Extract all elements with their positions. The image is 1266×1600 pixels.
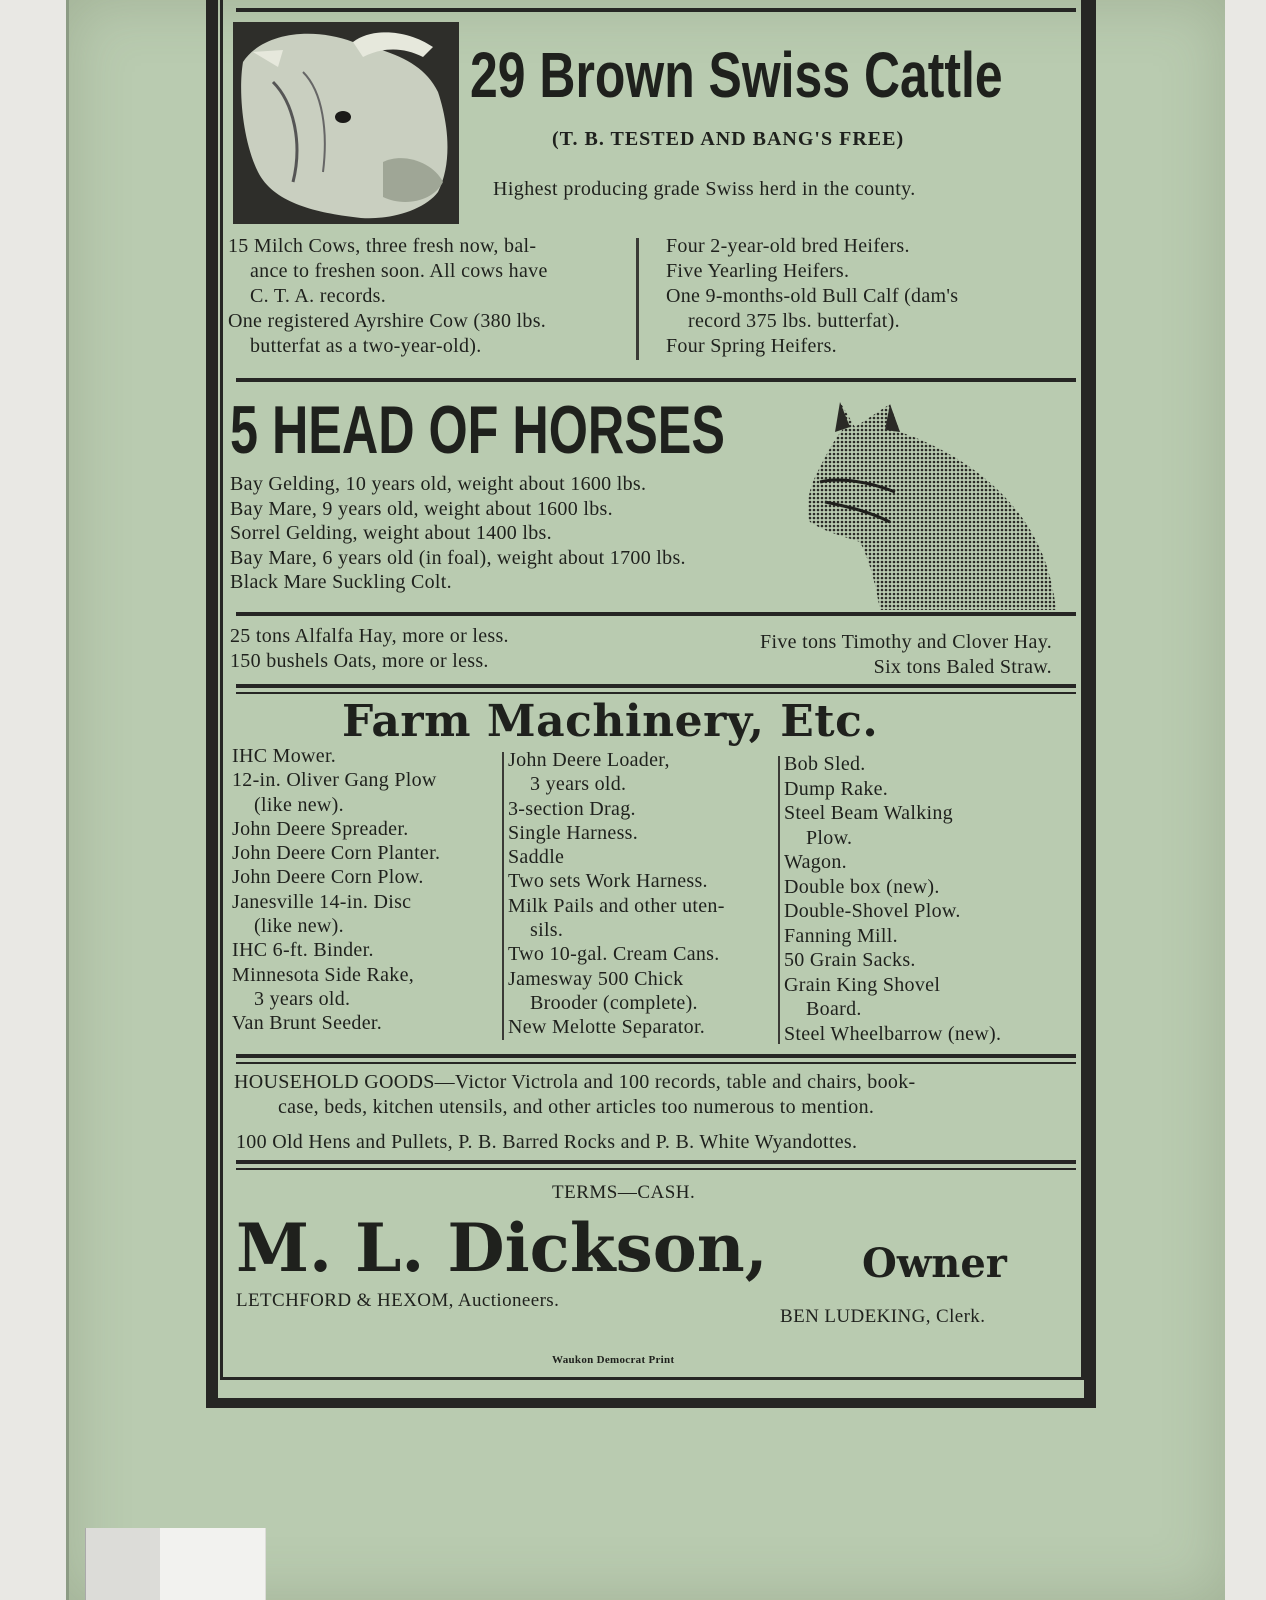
- machinery-col-3: [784, 752, 1001, 1046]
- list-item: (like new).: [254, 915, 344, 938]
- list-item: Fanning Mill.: [784, 924, 898, 947]
- list-item: Wagon.: [784, 851, 847, 873]
- list-item: Bay Gelding, 10 years old, weight about 1600 lbs.: [230, 473, 647, 495]
- list-item: Jamesway 500 Chick: [508, 967, 684, 990]
- cattle-left-list: [228, 234, 548, 359]
- list-item: Black Mare Suckling Colt.: [230, 571, 452, 593]
- cattle-subtitle: (T. B. TESTED AND BANG'S FREE): [552, 128, 905, 150]
- auctioneers: LETCHFORD & HEXOM, Auctioneers.: [236, 1290, 560, 1311]
- list-item: Five tons Timothy and Clover Hay.: [760, 631, 1052, 653]
- backing-strip-light: [160, 1528, 265, 1600]
- list-item: Single Harness.: [508, 821, 639, 844]
- section-rule: [236, 612, 1076, 616]
- machinery-col-2: [508, 748, 725, 1040]
- household-line-1: HOUSEHOLD GOODS—Victor Victrola and 100 records, table and chairs, book-: [234, 1071, 916, 1093]
- poultry-line: 100 Old Hens and Pullets, P. B. Barred Rocks and P. B. White Wyandottes.: [236, 1131, 858, 1153]
- list-item: Dump Rake.: [784, 777, 889, 800]
- column-divider: [636, 238, 639, 360]
- list-item: Bay Mare, 6 years old (in foal), weight about 1700 lbs.: [230, 546, 686, 569]
- list-item: Brooder (complete).: [530, 991, 698, 1014]
- list-item: Double-Shovel Plow.: [784, 900, 961, 922]
- list-item: Steel Beam Walking: [784, 802, 953, 824]
- section-rule: [236, 378, 1076, 382]
- list-item: Milk Pails and other uten-: [508, 894, 725, 917]
- list-item: One registered Ayrshire Cow (380 lbs.: [228, 310, 547, 332]
- list-item: (like new).: [254, 793, 344, 816]
- list-item: One 9-months-old Bull Calf (dam's: [666, 285, 959, 307]
- column-divider: [778, 756, 780, 1044]
- list-item: 3-section Drag.: [508, 797, 636, 820]
- machinery-col-1: [232, 744, 440, 1036]
- list-item: 25 tons Alfalfa Hay, more or less.: [230, 625, 509, 647]
- list-item: John Deere Corn Plow.: [232, 866, 424, 889]
- list-item: 15 Milch Cows, three fresh now, bal-: [228, 235, 537, 257]
- list-item: 12-in. Oliver Gang Plow: [232, 769, 437, 792]
- list-item: John Deere Loader,: [508, 749, 670, 771]
- owner-name: M. L. Dickson,: [236, 1209, 768, 1287]
- terms: TERMS—CASH.: [552, 1182, 696, 1203]
- feed-right-list: [760, 630, 1052, 680]
- list-item: record 375 lbs. butterfat).: [688, 310, 900, 332]
- owner-label: Owner: [862, 1240, 1007, 1287]
- list-item: Plow.: [806, 826, 853, 849]
- list-item: Bay Mare, 9 years old, weight about 1600 lbs.: [230, 497, 613, 520]
- horse-head-icon: [800, 392, 1056, 610]
- list-item: Van Brunt Seeder.: [232, 1012, 383, 1035]
- list-item: Four 2-year-old bred Heifers.: [666, 235, 910, 257]
- list-item: C. T. A. records.: [250, 285, 387, 307]
- section-rule: [236, 684, 1076, 688]
- list-item: butterfat as a two-year-old).: [250, 335, 482, 357]
- list-item: Two sets Work Harness.: [508, 870, 708, 893]
- horses-title: 5 HEAD OF HORSES: [230, 392, 725, 468]
- list-item: Minnesota Side Rake,: [232, 963, 415, 986]
- list-item: Bob Sled.: [784, 753, 866, 775]
- list-item: 3 years old.: [254, 987, 351, 1010]
- list-item: Two 10-gal. Cream Cans.: [508, 943, 720, 966]
- list-item: Janesville 14-in. Disc: [232, 890, 412, 913]
- printer-credit: Waukon Democrat Print: [552, 1354, 675, 1366]
- list-item: 3 years old.: [530, 773, 627, 796]
- list-item: Six tons Baled Straw.: [873, 656, 1052, 678]
- cow-head-icon: [233, 22, 459, 224]
- cattle-tagline: Highest producing grade Swiss herd in the county.: [493, 178, 916, 200]
- column-divider: [502, 752, 504, 1040]
- list-item: Grain King Shovel: [784, 973, 941, 996]
- feed-left-list: [230, 624, 509, 674]
- list-item: Five Yearling Heifers.: [666, 260, 850, 282]
- household-line-2: case, beds, kitchen utensils, and other articles too numerous to mention.: [278, 1096, 875, 1118]
- list-item: John Deere Corn Planter.: [232, 842, 441, 865]
- section-rule: [236, 1054, 1076, 1058]
- list-item: Board.: [806, 998, 862, 1020]
- machinery-title: Farm Machinery, Etc.: [342, 696, 879, 747]
- horses-list: [230, 472, 686, 595]
- list-item: ance to freshen soon. All cows have: [250, 260, 548, 282]
- section-rule: [236, 1160, 1076, 1164]
- list-item: 150 bushels Oats, more or less.: [230, 650, 489, 672]
- section-rule-thin: [236, 1062, 1076, 1064]
- section-rule-thin: [236, 1168, 1076, 1170]
- list-item: Steel Wheelbarrow (new).: [784, 1022, 1002, 1045]
- list-item: John Deere Spreader.: [232, 817, 409, 840]
- top-rule: [236, 8, 1076, 12]
- list-item: Four Spring Heifers.: [666, 335, 837, 357]
- list-item: 50 Grain Sacks.: [784, 949, 916, 971]
- cattle-title: 29 Brown Swiss Cattle: [470, 39, 1003, 111]
- clerk: BEN LUDEKING, Clerk.: [780, 1306, 986, 1327]
- list-item: IHC Mower.: [232, 745, 337, 767]
- list-item: New Melotte Separator.: [508, 1016, 706, 1039]
- list-item: Sorrel Gelding, weight about 1400 lbs.: [230, 522, 552, 544]
- list-item: IHC 6-ft. Binder.: [232, 939, 374, 962]
- list-item: sils.: [530, 919, 564, 942]
- cattle-right-list: [666, 234, 958, 359]
- list-item: Double box (new).: [784, 875, 940, 898]
- list-item: Saddle: [508, 846, 565, 869]
